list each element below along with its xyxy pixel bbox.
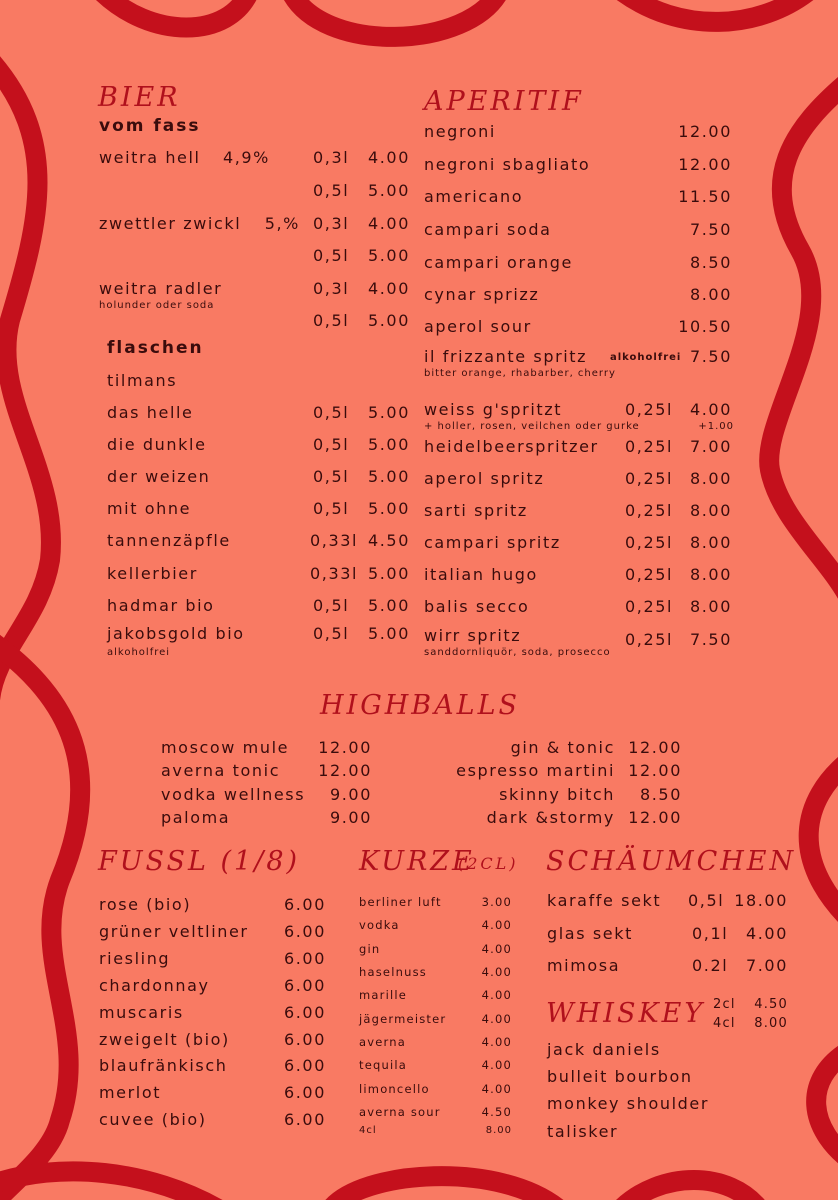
aperitif-item-size: 0,25l <box>625 630 674 649</box>
flaschen-item-name: jakobsgold bio <box>107 624 245 643</box>
fussl-item-price: 6.00 <box>283 1030 326 1049</box>
flaschen-item-price: 5.00 <box>367 435 410 454</box>
schaumchen-item-size: 0.2l <box>692 956 729 975</box>
kurze-item-price: 3.00 <box>481 895 512 909</box>
fussl-title: FUSSL (1/8) <box>98 846 301 877</box>
kurze-item-name: haselnuss <box>359 965 427 979</box>
kurze-item-name: jägermeister <box>359 1012 447 1026</box>
schaumchen-item-price: 7.00 <box>745 956 788 975</box>
bier-item-size: 0,5l <box>313 311 350 330</box>
aperitif-item-price: 11.50 <box>678 187 732 206</box>
flaschen-item-name: das helle <box>107 403 194 422</box>
whiskey-item-name: monkey shoulder <box>547 1094 710 1113</box>
fussl-item-name: muscaris <box>99 1003 184 1022</box>
aperitif-item-note: + holler, rosen, veilchen oder gurke <box>424 421 640 432</box>
schaumchen-title: SCHÄUMCHEN <box>546 846 797 877</box>
bier-item-size: 0,3l <box>313 279 350 298</box>
highball-item-price: 9.00 <box>329 808 372 827</box>
flaschen-item-name: der weizen <box>107 467 211 486</box>
flaschen-item-name: tilmans <box>107 371 178 390</box>
aperitif-item-name: campari spritz <box>424 533 561 552</box>
fussl-item-price: 6.00 <box>283 1056 326 1075</box>
highball-item-price: 8.50 <box>639 785 682 804</box>
whiskey-price-2cl: 4.50 <box>754 997 788 1012</box>
kurze-item-name: marille <box>359 988 408 1002</box>
flaschen-item-size: 0,33l <box>310 531 359 550</box>
aperitif-item-price: 8.00 <box>689 285 732 304</box>
bier-item-abv: 4,9% <box>222 148 270 167</box>
flaschen-item-size: 0,33l <box>310 564 359 583</box>
aperitif-item-size: 0,25l <box>625 533 674 552</box>
aperitif-item-price: 12.00 <box>678 155 732 174</box>
aperitif-item-tag: alkoholfrei <box>610 352 682 363</box>
fussl-item-price: 6.00 <box>283 949 326 968</box>
flaschen-item-note: alkoholfrei <box>107 647 171 658</box>
bier-item-size: 0,5l <box>313 246 350 265</box>
flaschen-item-price: 5.00 <box>367 467 410 486</box>
kurze-item-name: tequila <box>359 1058 408 1072</box>
flaschen-item-name: die dunkle <box>107 435 207 454</box>
fussl-item-price: 6.00 <box>283 1110 326 1129</box>
highball-item-name: moscow mule <box>161 738 290 757</box>
aperitif-item-name: italian hugo <box>424 565 538 584</box>
fussl-item-price: 6.00 <box>283 922 326 941</box>
fussl-item-price: 6.00 <box>283 895 326 914</box>
aperitif-item-price: 7.50 <box>689 347 732 366</box>
bier-item-size: 0,3l <box>313 214 350 233</box>
aperitif-item-size: 0,25l <box>625 469 674 488</box>
aperitif-item-price: 7.50 <box>689 630 732 649</box>
bier-item-price: 5.00 <box>367 181 410 200</box>
schaumchen-item-name: mimosa <box>547 956 621 975</box>
highball-item-name: dark &stormy <box>486 808 615 827</box>
kurze-item-price: 4.00 <box>481 942 512 956</box>
highball-item-price: 9.00 <box>329 785 372 804</box>
flaschen-item-name: kellerbier <box>107 564 198 583</box>
aperitif-item-name: americano <box>424 187 524 206</box>
highball-item-name: espresso martini <box>456 761 615 780</box>
schaumchen-item-name: glas sekt <box>547 924 633 943</box>
fussl-item-name: chardonnay <box>99 976 210 995</box>
aperitif-item-price: 8.00 <box>689 469 732 488</box>
flaschen-item-size: 0,5l <box>313 624 350 643</box>
aperitif-item-size: 0,25l <box>625 565 674 584</box>
highball-item-price: 12.00 <box>628 738 682 757</box>
highball-item-name: skinny bitch <box>499 785 615 804</box>
schaumchen-item-name: karaffe sekt <box>547 891 662 910</box>
aperitif-item-name: sarti spritz <box>424 501 528 520</box>
flaschen-item-name: hadmar bio <box>107 596 215 615</box>
fussl-item-name: grüner veltliner <box>99 922 249 941</box>
aperitif-item-name: negroni <box>424 122 496 141</box>
flaschen-item-size: 0,5l <box>313 435 350 454</box>
flaschen-item-price: 5.00 <box>367 564 410 583</box>
bier-item-price: 4.00 <box>367 148 410 167</box>
flaschen-item-price: 4.50 <box>367 531 410 550</box>
flaschen-item-price: 5.00 <box>367 499 410 518</box>
highball-item-name: averna tonic <box>161 761 281 780</box>
aperitif-item-name: wirr spritz <box>424 626 522 645</box>
aperitif-item-name: campari orange <box>424 253 573 272</box>
aperitif-item-name: il frizzante spritz <box>424 347 588 366</box>
aperitif-item-name: campari soda <box>424 220 552 239</box>
flaschen-item-size: 0,5l <box>313 499 350 518</box>
highball-item-name: gin & tonic <box>510 738 615 757</box>
kurze-title-size: (2CL) <box>458 854 519 873</box>
flaschen-item-size: 0,5l <box>313 403 350 422</box>
aperitif-item-name: heidelbeerspritzer <box>424 437 599 456</box>
bier-title: BIER <box>98 82 181 113</box>
aperitif-item-name: aperol sour <box>424 317 532 336</box>
aperitif-item-note: sanddornliquör, soda, prosecco <box>424 647 611 658</box>
highball-item-price: 12.00 <box>628 808 682 827</box>
kurze-item-price: 4.00 <box>481 988 512 1002</box>
aperitif-item-price: 8.00 <box>689 533 732 552</box>
aperitif-item-name: balis secco <box>424 597 530 616</box>
bier-item-name: zwettler zwickl <box>99 214 242 233</box>
schaumchen-item-price: 4.00 <box>745 924 788 943</box>
aperitif-item-price: 7.00 <box>689 437 732 456</box>
fussl-item-price: 6.00 <box>283 1083 326 1102</box>
fussl-item-name: zweigelt (bio) <box>99 1030 230 1049</box>
bier-item-name: weitra hell <box>99 148 201 167</box>
schaumchen-item-size: 0,5l <box>688 891 725 910</box>
bier-item-size: 0,3l <box>313 148 350 167</box>
highball-item-price: 12.00 <box>318 738 372 757</box>
aperitif-item-price: 8.50 <box>689 253 732 272</box>
fussl-item-price: 6.00 <box>283 976 326 995</box>
flaschen-item-price: 5.00 <box>367 403 410 422</box>
kurze-item-price: 4.00 <box>481 1082 512 1096</box>
aperitif-item-price: 8.00 <box>689 597 732 616</box>
fussl-item-name: blaufränkisch <box>99 1056 228 1075</box>
fussl-item-name: riesling <box>99 949 171 968</box>
aperitif-item-price: 4.00 <box>689 400 732 419</box>
flaschen-item-name: tannenzäpfle <box>107 531 231 550</box>
fussl-item-name: merlot <box>99 1083 162 1102</box>
flaschen-item-size: 0,5l <box>313 596 350 615</box>
aperitif-item-size: 0,25l <box>625 400 674 419</box>
bier-item-price: 5.00 <box>367 311 410 330</box>
aperitif-item-price: 7.50 <box>689 220 732 239</box>
whiskey-size-4cl: 4cl <box>713 1016 736 1031</box>
bier-item-price: 4.00 <box>367 214 410 233</box>
bier-item-price: 4.00 <box>367 279 410 298</box>
aperitif-item-name: weiss g'spritzt <box>424 400 563 419</box>
flaschen-item-size: 0,5l <box>313 467 350 486</box>
kurze-item-price: 4.50 <box>481 1105 512 1119</box>
kurze-item-price: 4.00 <box>481 1035 512 1049</box>
kurze-item-price: 4.00 <box>481 1012 512 1026</box>
aperitif-item-price: 10.50 <box>678 317 732 336</box>
whiskey-item-name: bulleit bourbon <box>547 1067 693 1086</box>
aperitif-item-name: negroni sbagliato <box>424 155 591 174</box>
bier-item-note: holunder oder soda <box>99 300 215 311</box>
highball-item-name: paloma <box>161 808 231 827</box>
whiskey-title: WHISKEY <box>546 998 706 1029</box>
aperitif-item-size: 0,25l <box>625 437 674 456</box>
kurze-item-name: vodka <box>359 918 400 932</box>
bier-item-name: weitra radler <box>99 279 223 298</box>
aperitif-item-size: 0,25l <box>625 597 674 616</box>
kurze-item-name: limoncello <box>359 1082 430 1096</box>
bier-item-size: 0,5l <box>313 181 350 200</box>
whiskey-item-name: talisker <box>547 1122 619 1141</box>
whiskey-price-4cl: 8.00 <box>754 1016 788 1031</box>
kurze-item-price: 4.00 <box>481 918 512 932</box>
kurze-item-name: averna <box>359 1035 406 1049</box>
bier-item-abv: 5,% <box>264 214 300 233</box>
fussl-item-name: rose (bio) <box>99 895 192 914</box>
bier-vom-fass-subtitle: vom fass <box>99 116 201 136</box>
fussl-item-price: 6.00 <box>283 1003 326 1022</box>
flaschen-item-price: 5.00 <box>367 624 410 643</box>
aperitif-item-name: cynar sprizz <box>424 285 540 304</box>
kurze-item-name: averna sour <box>359 1105 441 1119</box>
flaschen-item-name: mit ohne <box>107 499 192 518</box>
kurze-title: KURZE <box>359 846 475 877</box>
highball-item-price: 12.00 <box>318 761 372 780</box>
kurze-extra-price: 8.00 <box>485 1125 512 1136</box>
highball-item-price: 12.00 <box>628 761 682 780</box>
kurze-item-price: 4.00 <box>481 965 512 979</box>
whiskey-size-2cl: 2cl <box>713 997 736 1012</box>
schaumchen-item-size: 0,1l <box>692 924 729 943</box>
aperitif-title: APERITIF <box>424 86 584 117</box>
schaumchen-item-price: 18.00 <box>734 891 788 910</box>
whiskey-item-name: jack daniels <box>547 1040 661 1059</box>
aperitif-item-price: 8.00 <box>689 565 732 584</box>
highball-item-name: vodka wellness <box>161 785 306 804</box>
kurze-item-name: berliner luft <box>359 895 442 909</box>
bier-item-price: 5.00 <box>367 246 410 265</box>
aperitif-item-note: bitter orange, rhabarber, cherry <box>424 368 616 379</box>
flaschen-subtitle: flaschen <box>107 338 204 358</box>
kurze-item-price: 4.00 <box>481 1058 512 1072</box>
aperitif-item-price: 12.00 <box>678 122 732 141</box>
flaschen-item-price: 5.00 <box>367 596 410 615</box>
aperitif-item-name: aperol spritz <box>424 469 545 488</box>
highballs-title: HIGHBALLS <box>319 690 521 721</box>
aperitif-item-extra: +1.00 <box>698 421 734 432</box>
kurze-extra-size: 4cl <box>359 1125 377 1136</box>
fussl-item-name: cuvee (bio) <box>99 1110 207 1129</box>
aperitif-item-price: 8.00 <box>689 501 732 520</box>
kurze-item-name: gin <box>359 942 381 956</box>
aperitif-item-size: 0,25l <box>625 501 674 520</box>
